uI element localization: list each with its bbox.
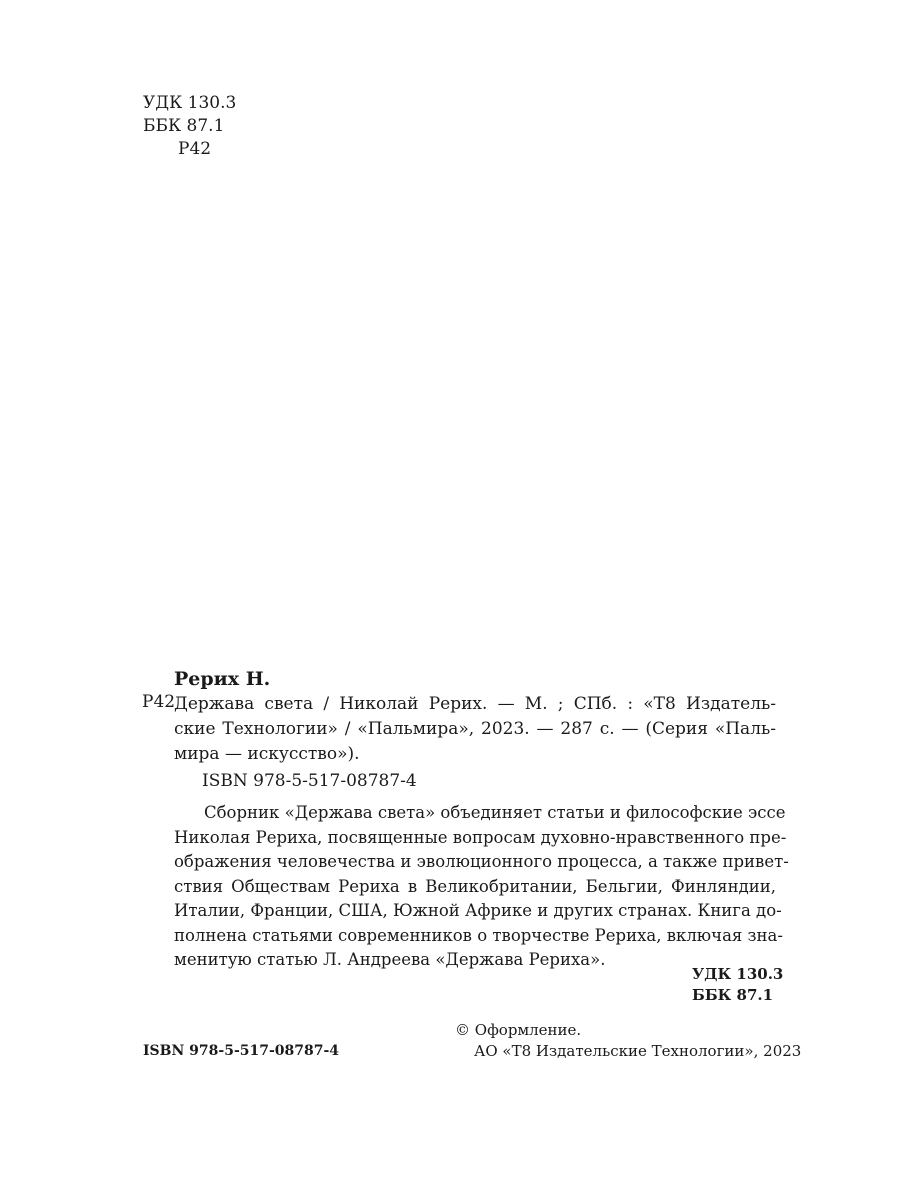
annotation-line: Николая Рериха, посвященные вопросам духовно-нравственного пре- [174,827,787,847]
biblio-line: Держава света / Николай Рерих. — М. ; СПб. : «Т8 Издатель- [174,694,776,714]
annotation-line: Сборник «Держава света» объединяет статьи и философские эссе [204,803,786,822]
footer-bbk-code: ББК 87.1 [692,986,774,1004]
isbn: ISBN 978-5-517-08787-4 [202,771,417,791]
footer-isbn: ISBN 978-5-517-08787-4 [143,1043,340,1059]
author-heading: Рерих Н. [174,668,271,690]
publisher-copyright: АО «Т8 Издательские Технологии», 2023 [474,1042,802,1060]
annotation-line: Италии, Франции, США, Южной Африке и других странах. Книга до- [174,901,782,920]
bbk-code: ББК 87.1 [143,116,225,136]
biblio-line: ские Технологии» / «Пальмира», 2023. — 287 с. — (Серия «Паль- [174,719,776,739]
record-author-sign: Р42 [142,692,176,712]
udk-code: УДК 130.3 [143,93,237,113]
author-sign: Р42 [178,139,212,159]
footer-udk-code: УДК 130.3 [692,965,784,983]
annotation-line: менитую статью Л. Андреева «Держава Рериха». [174,950,606,969]
bibliographic-record [174,692,776,767]
annotation-line: ображения человечества и эволюционного процесса, а также привет- [174,852,789,871]
annotation-line: ствия Обществам Рериха в Великобритании, Бельгии, Финляндии, [174,876,776,896]
annotation [174,801,789,973]
biblio-line: мира — искусство»). [174,744,360,764]
copyright-notice: © Оформление. [455,1021,582,1039]
annotation-line: полнена статьями современников о творчестве Рериха, включая зна- [174,925,783,945]
